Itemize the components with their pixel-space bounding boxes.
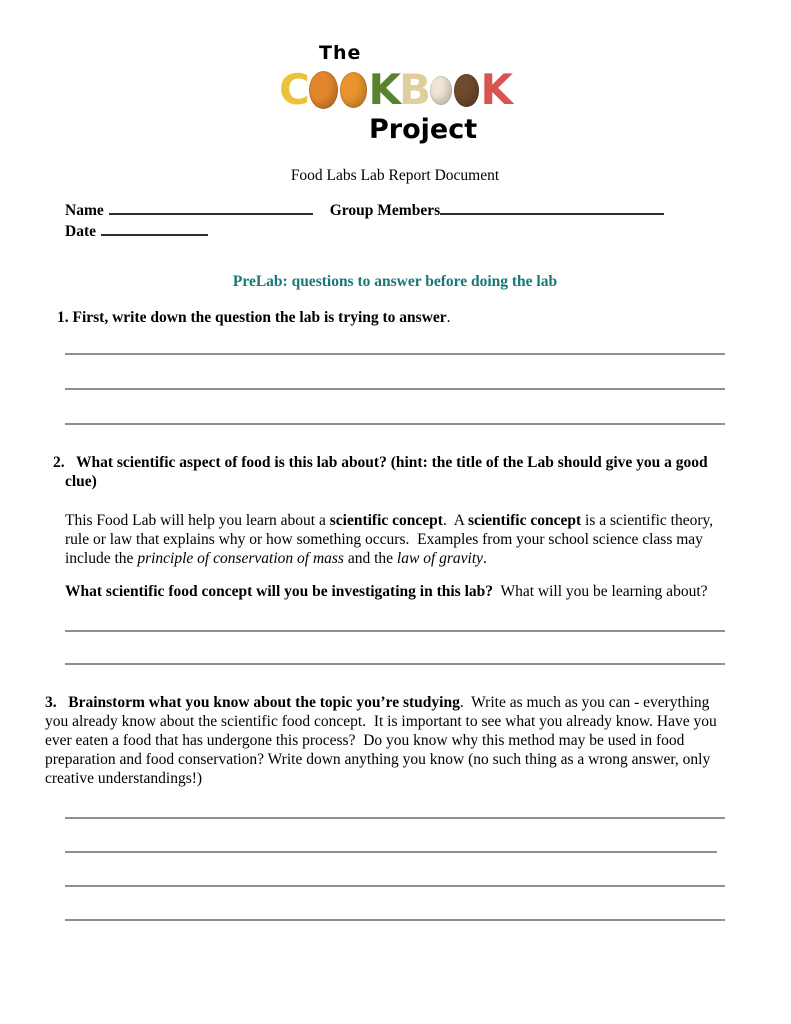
answer-line[interactable]: [65, 853, 725, 887]
logo-orange-letter-o-icon: [309, 71, 338, 109]
answer-line[interactable]: [65, 390, 725, 425]
document-title: Food Labs Lab Report Document: [290, 167, 500, 184]
question-3-text: 3. Brainstorm what you know about the topic you’re studying. Write as much as you can - everything you already know about the scientific food concept. It is important to see what you already know. Have you ever eaten a food that has undergone this process? Do you know why this method may be used in food preparation and food conservation? Write down anything you know (no such thing as a wrong answer, only creative understandings!): [45, 694, 721, 787]
name-group-row: [65, 200, 725, 221]
header-fields: [65, 200, 725, 242]
logo-mushroom-letter-o-icon: [430, 76, 452, 105]
logo-banana-letter-c-icon: C: [279, 65, 308, 114]
question-2-text: 2. What scientific aspect of food is this lab about? (hint: the title of the Lab should give you a good clue): [53, 454, 712, 490]
question-1-text: 1. First, write down the question the lab is trying to answer.: [57, 309, 451, 326]
answer-line[interactable]: [65, 819, 717, 853]
name-blank[interactable]: [109, 202, 313, 215]
group-members-blank[interactable]: [440, 202, 664, 215]
question-1-answer-lines: [65, 327, 725, 425]
logo-cookbook-word: [279, 66, 511, 114]
answer-line[interactable]: [65, 887, 725, 921]
logo-cucumber-letter-k-icon: K: [368, 65, 399, 114]
cookbook-project-logo: [279, 42, 511, 145]
date-blank[interactable]: [101, 223, 208, 236]
logo-pasta-letter-b-icon: B: [399, 65, 430, 114]
answer-line[interactable]: [65, 355, 725, 390]
question-2-intro-paragraph: This Food Lab will help you learn about a scientific concept. A scientific concept is a scientific theory, rule or law that explains why or how something occurs. Examples from your school science class may include the principle of conservation of mass and the law of gravity.: [65, 512, 718, 567]
question-2-prompt: What scientific food concept will you be investigating in this lab? What will you be learning about?: [65, 583, 708, 600]
logo-coconut-letter-o-icon: [454, 74, 479, 107]
group-members-label: Group Members: [329, 202, 441, 219]
logo-pepper-letter-k-icon: K: [480, 65, 511, 114]
logo-the-text: The: [319, 42, 362, 64]
question-3-answer-lines: [65, 788, 725, 921]
date-row: [65, 221, 725, 242]
prelab-heading: PreLab: questions to answer before doing the lab: [232, 273, 558, 290]
logo-project-text: Project: [369, 114, 478, 145]
question-2-answer-lines: [65, 601, 725, 665]
name-label: Name: [65, 202, 104, 219]
answer-line[interactable]: [65, 327, 725, 355]
date-label: Date: [65, 223, 96, 240]
logo-orange-letter-o-icon: [340, 72, 368, 108]
answer-line[interactable]: [65, 601, 725, 632]
answer-line[interactable]: [65, 788, 725, 819]
answer-line[interactable]: [65, 632, 725, 665]
